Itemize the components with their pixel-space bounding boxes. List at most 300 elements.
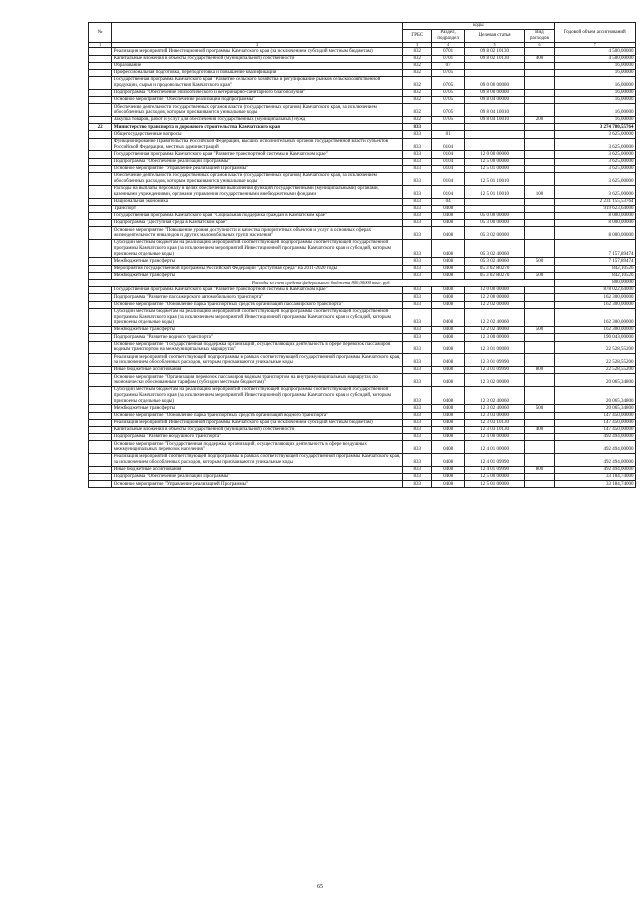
target-article-cell: 12 4 00 00000 [464, 434, 525, 441]
grbs-cell: 832 [403, 117, 432, 124]
amount-cell: 842,10526 [554, 272, 636, 279]
target-article-cell: 05 3 02 00000 [464, 227, 525, 240]
header-num: № [89, 23, 112, 43]
amount-cell: 162 300,00000 [554, 327, 636, 334]
expense-type-cell [525, 474, 554, 481]
page-number: 65 [317, 884, 323, 890]
expense-type-cell: 800 [525, 367, 554, 374]
expense-type-cell [525, 481, 554, 488]
expense-type-cell [525, 301, 554, 308]
table-row [89, 426, 636, 433]
target-article-cell: 12 4 01 09990 [464, 454, 525, 467]
index-cell: 4 [432, 42, 465, 47]
row-number-cell [89, 220, 112, 227]
grbs-cell: 833 [403, 308, 432, 326]
table-row [89, 131, 636, 138]
item-name-cell: Подпрограмма "Развитие воздушного транспорта" [112, 434, 403, 441]
item-name-cell: Основное мероприятие "Повышение уровня доступности и качества приоритетных объектов и услуг в основных сферах жизнедеятельности инвалидов и других маломобильных групп населения" [112, 227, 403, 240]
grbs-cell: 833 [403, 212, 432, 219]
amount-cell: 8 000,00000 [554, 220, 636, 227]
expense-type-cell: 800 [525, 466, 554, 473]
item-name-cell: Функционирование Правительства Российской Федерации, высших исполнительных органов государственной власти субъектов Российской Федерации, местных администраций [112, 138, 403, 151]
table-row [89, 185, 636, 198]
section-cell: 0408 [432, 387, 465, 405]
expense-type-cell [525, 69, 554, 76]
index-cell: 5 [464, 42, 525, 47]
grbs-cell: 833 [403, 227, 432, 240]
item-name-cell: Основное мероприятие "Государственная поддержка организаций, осуществляющих деятельность в сфере перевозок пассажиров водным транспортом на межмуниципальных маршрутах" [112, 341, 403, 354]
item-name-cell: Межбюджетные трансферты [112, 405, 403, 412]
expense-type-cell [525, 341, 554, 354]
amount-cell: 162 300,00000 [554, 308, 636, 326]
section-cell: 0408 [432, 240, 465, 258]
section-cell: 0408 [432, 294, 465, 301]
expense-type-cell [525, 287, 554, 294]
item-name-cell: Подпрограмма "Доступная среда в Камчатском крае" [112, 220, 403, 227]
item-name-cell: Реализация мероприятий Инвестиционной программы Камчатского края (за исключением субсидий местным бюджетам) [112, 419, 403, 426]
table-row [89, 205, 636, 212]
section-cell: 0408 [432, 454, 465, 467]
table-row [89, 308, 636, 326]
amount-cell: 7 157,89474 [554, 240, 636, 258]
item-name-cell: Расходы на выплаты персоналу в целях обеспечения выполнения функций государственными (муниципальными) органами, казенными учреждениями, органами управления государственными внебюджетными фондами [112, 185, 403, 198]
grbs-cell: 833 [403, 327, 432, 334]
expense-type-cell [525, 454, 554, 467]
row-number-cell [89, 454, 112, 467]
amount-cell: 16,00000 [554, 97, 636, 104]
expense-type-cell: 400 [525, 426, 554, 433]
amount-cell: 20 065,34800 [554, 374, 636, 387]
table-row [89, 301, 636, 308]
budget-table [88, 22, 636, 488]
grbs-cell: 833 [403, 434, 432, 441]
grbs-cell: 833 [403, 474, 432, 481]
expense-type-cell [525, 205, 554, 212]
target-article-cell: 12 5 00 00000 [464, 158, 525, 165]
expense-type-cell [525, 104, 554, 117]
row-number-cell [89, 151, 112, 158]
amount-cell: 16,00000 [554, 62, 636, 69]
table-row [89, 367, 636, 374]
target-article-cell: 12 3 01 00000 [464, 341, 525, 354]
row-number-cell [89, 227, 112, 240]
table-row [89, 172, 636, 185]
table-row [89, 198, 636, 205]
amount-cell: 4 500,00000 [554, 48, 636, 55]
row-number-cell [89, 419, 112, 426]
target-article-cell: 12 2 00 00000 [464, 294, 525, 301]
target-article-cell: 09 8 04 10010 [464, 117, 525, 124]
item-name-cell: Закупка товаров, работ и услуг для обеспечения государственных (муниципальных) нужд [112, 117, 403, 124]
target-article-cell: 12 5 01 00000 [464, 481, 525, 488]
item-name-cell: Подпрограмма "Развитие водного транспорта" [112, 334, 403, 341]
section-cell: 0408 [432, 441, 465, 454]
header-total: Годовой объем ассигнований [554, 23, 636, 43]
table-row [89, 77, 636, 90]
row-number-cell [89, 294, 112, 301]
row-number-cell [89, 434, 112, 441]
row-number-cell [89, 327, 112, 334]
table-row [89, 405, 636, 412]
grbs-cell: 833 [403, 185, 432, 198]
table-row [89, 434, 636, 441]
expense-type-cell [525, 354, 554, 367]
grbs-cell: 833 [403, 258, 432, 265]
item-name-cell: Общегосударственные вопросы [112, 131, 403, 138]
target-article-cell: 12 3 01 09990 [464, 367, 525, 374]
amount-cell: 22 528,55200 [554, 367, 636, 374]
grbs-cell: 833 [403, 419, 432, 426]
section-cell: 0408 [432, 426, 465, 433]
grbs-cell: 833 [403, 294, 432, 301]
target-article-cell: 12 3 03 00000 [464, 412, 525, 419]
item-name-cell: Межбюджетные трансферты [112, 327, 403, 334]
target-article-cell: 12 3 00 00000 [464, 334, 525, 341]
row-number-cell [89, 48, 112, 55]
table-row [89, 258, 636, 265]
index-cell: 3 [403, 42, 432, 47]
item-name-cell: Основное мероприятие "Управление реализацией Программы" [112, 481, 403, 488]
expense-type-cell [525, 434, 554, 441]
target-article-cell: 12 2 02 40060 [464, 308, 525, 326]
row-number-cell [89, 466, 112, 473]
row-number-cell [89, 412, 112, 419]
amount-cell: 16,00000 [554, 117, 636, 124]
expense-type-cell [525, 97, 554, 104]
target-article-cell: 12 3 02 00000 [464, 374, 525, 387]
target-article-cell [464, 131, 525, 138]
amount-cell: 8 000,00000 [554, 227, 636, 240]
row-number-cell [89, 334, 112, 341]
section-cell: 0408 [432, 308, 465, 326]
item-name-cell: Министерство транспорта и дорожного строительства Камчатского края [112, 124, 403, 131]
target-article-cell: 12 5 00 00000 [464, 474, 525, 481]
target-article-cell: 12 0 00 00000 [464, 151, 525, 158]
table-row [89, 374, 636, 387]
amount-cell: 20 065,34800 [554, 405, 636, 412]
section-cell: 0104 [432, 158, 465, 165]
row-number-cell [89, 272, 112, 279]
table-row [89, 48, 636, 55]
row-number-cell [89, 55, 112, 62]
row-number-cell [89, 89, 112, 96]
expense-type-cell [525, 240, 554, 258]
row-number-cell [89, 165, 112, 172]
target-article-cell: 09 8 00 00000 [464, 89, 525, 96]
amount-cell: 162 300,00000 [554, 294, 636, 301]
table-row [89, 354, 636, 367]
expense-type-cell [525, 412, 554, 419]
expense-type-cell [525, 441, 554, 454]
header-name-blank [112, 23, 403, 43]
item-name-cell: Образование [112, 62, 403, 69]
expense-type-cell [525, 151, 554, 158]
item-name-cell: Подпрограмма "Обеспечение реализации Программы" [112, 158, 403, 165]
amount-cell: 147 450,00000 [554, 426, 636, 433]
expense-type-cell [525, 334, 554, 341]
table-row [89, 441, 636, 454]
amount-cell: 33 184,74000 [554, 481, 636, 488]
section-cell: 0408 [432, 327, 465, 334]
item-name-cell: Межбюджетные трансферты [112, 272, 403, 279]
item-name-cell: Подпрограмма "Развитие пассажирского автомобильного транспорта" [112, 294, 403, 301]
row-number-cell [89, 158, 112, 165]
table-row [89, 272, 636, 279]
expense-type-cell [525, 62, 554, 69]
amount-cell: 33 184,74000 [554, 474, 636, 481]
expense-type-cell: 500 [525, 272, 554, 279]
table-row [89, 481, 636, 488]
table-row [89, 220, 636, 227]
target-article-cell: 12 5 01 10010 [464, 172, 525, 185]
expense-type-cell [525, 124, 554, 131]
row-number-cell [89, 441, 112, 454]
item-name-cell: Основное мероприятие "Обновление парка транспортных средств организаций пассажирского транспорта" [112, 301, 403, 308]
footnote-sum-cell: 800,00000 [554, 280, 636, 287]
target-article-cell: 12 2 02 40060 [464, 327, 525, 334]
amount-cell: 492 494,00000 [554, 441, 636, 454]
target-article-cell: 05 3 02 40060 [464, 258, 525, 265]
table-row [89, 419, 636, 426]
amount-cell: 16,00000 [554, 69, 636, 76]
target-article-cell: 12 3 03 10130 [464, 426, 525, 433]
grbs-cell: 833 [403, 405, 432, 412]
target-article-cell: 12 4 01 00000 [464, 441, 525, 454]
section-cell: 0408 [432, 405, 465, 412]
amount-cell: 842,10526 [554, 265, 636, 272]
target-article-cell: 05 3 02 R0270 [464, 265, 525, 272]
item-name-cell: Основное мероприятие "Организация перевозок пассажиров водным транспортом на внутримуниципальных маршрутах по экономически обоснованным тарифам (субсидии местным бюджетам)" [112, 374, 403, 387]
expense-type-cell [525, 220, 554, 227]
table-row [89, 454, 636, 467]
grbs-cell: 833 [403, 165, 432, 172]
table-row [89, 69, 636, 76]
target-article-cell: 09 8 04 00000 [464, 97, 525, 104]
expense-type-cell [525, 212, 554, 219]
row-number-cell [89, 172, 112, 185]
item-name-cell: Профессиональная подготовка, переподготовка и повышение квалификации [112, 69, 403, 76]
row-number-cell [89, 374, 112, 387]
section-cell: 0408 [432, 466, 465, 473]
table-row [89, 280, 636, 287]
expense-type-cell [525, 308, 554, 326]
section-cell: 0408 [432, 341, 465, 354]
grbs-cell: 833 [403, 374, 432, 387]
item-name-cell: Государственная программа Камчатского края "Развитие транспортной системы в Камчатском крае" [112, 151, 403, 158]
header-vr: Вид расходов [525, 30, 554, 43]
target-article-cell [464, 205, 525, 212]
table-row [89, 334, 636, 341]
grbs-cell: 833 [403, 124, 432, 131]
target-article-cell: 12 0 00 00000 [464, 287, 525, 294]
index-cell: 6 [525, 42, 554, 47]
section-cell: 04 [432, 198, 465, 205]
target-article-cell: 09 8 02 10130 [464, 55, 525, 62]
grbs-cell: 833 [403, 265, 432, 272]
row-number-cell [89, 341, 112, 354]
grbs-cell: 833 [403, 341, 432, 354]
row-number-cell [89, 481, 112, 488]
expense-type-cell [525, 48, 554, 55]
row-number-cell [89, 258, 112, 265]
section-cell: 0408 [432, 481, 465, 488]
grbs-cell: 833 [403, 151, 432, 158]
footnote-cell: Расходы за счет средств федерального бюджета 800,00000 тыс. руб. [89, 280, 555, 287]
item-name-cell: Государственная программа Камчатского края "Социальная поддержка граждан в Камчатском крае" [112, 212, 403, 219]
item-name-cell: Основное мероприятие "Управление реализацией Программы" [112, 165, 403, 172]
table-row [89, 327, 636, 334]
header-section: Раздел, подраздел [432, 30, 465, 43]
table-row [89, 124, 636, 131]
amount-cell: 492 494,00000 [554, 466, 636, 473]
item-name-cell: Основное мероприятие "Государственная поддержка организаций, осуществляющих деятельность в сфере воздушных межмуниципальных перевозок населения" [112, 441, 403, 454]
section-cell: 0408 [432, 205, 465, 212]
row-number-cell: 22 [89, 124, 112, 131]
item-name-cell: Национальная экономика [112, 198, 403, 205]
row-number-cell [89, 426, 112, 433]
section-cell: 0104 [432, 185, 465, 198]
amount-cell: 16,00000 [554, 77, 636, 90]
item-name-cell: Государственная программа Камчатского края "Развитие сельского хозяйства и регулирование рынков сельскохозяйственной продукции, сырья и продовольствия Камчатского края" [112, 77, 403, 90]
grbs-cell: 833 [403, 441, 432, 454]
grbs-cell: 833 [403, 466, 432, 473]
section-cell: 0705 [432, 77, 465, 90]
row-number-cell [89, 265, 112, 272]
target-article-cell [464, 124, 525, 131]
row-number-cell [89, 69, 112, 76]
row-number-cell [89, 474, 112, 481]
section-cell: 0408 [432, 220, 465, 227]
row-number-cell [89, 62, 112, 69]
target-article-cell [464, 138, 525, 151]
table-row [89, 387, 636, 405]
amount-cell: 16,00000 [554, 104, 636, 117]
section-cell: 0705 [432, 97, 465, 104]
expense-type-cell: 400 [525, 55, 554, 62]
amount-cell: 147 450,00000 [554, 412, 636, 419]
section-cell: 0408 [432, 258, 465, 265]
grbs-cell: 833 [403, 131, 432, 138]
amount-cell: 3 625,00000 [554, 165, 636, 172]
amount-cell: 4 500,00000 [554, 55, 636, 62]
section-cell: 0408 [432, 227, 465, 240]
expense-type-cell [525, 419, 554, 426]
section-cell: 0701 [432, 55, 465, 62]
expense-type-cell: 100 [525, 185, 554, 198]
expense-type-cell: 500 [525, 327, 554, 334]
amount-cell: 190 043,00000 [554, 334, 636, 341]
amount-cell: 878 022,64000 [554, 287, 636, 294]
section-cell: 0408 [432, 474, 465, 481]
row-number-cell [89, 77, 112, 90]
section-cell: 0408 [432, 419, 465, 426]
amount-cell: 3 625,00000 [554, 185, 636, 198]
section-cell: 07 [432, 62, 465, 69]
table-row [89, 97, 636, 104]
target-article-cell: 12 3 02 40060 [464, 405, 525, 412]
grbs-cell: 833 [403, 272, 432, 279]
grbs-cell: 832 [403, 89, 432, 96]
item-name-cell: Межбюджетные трансферты [112, 258, 403, 265]
item-name-cell: Основное мероприятие "Обеспечение реализации подпрограммы" [112, 97, 403, 104]
amount-cell: 3 625,00000 [554, 172, 636, 185]
item-name-cell: Иные бюджетные ассигнования [112, 466, 403, 473]
item-name-cell: Государственная программа Камчатского края "Развитие транспортной системы в Камчатском крае" [112, 287, 403, 294]
item-name-cell: Реализация мероприятий соответствующей подпрограммы в рамках соответствующей государственной программы Камчатского края, за исключением обособленных расходов, которым присваиваются уникальные коды [112, 354, 403, 367]
expense-type-cell [525, 265, 554, 272]
table-row [89, 412, 636, 419]
table-row [89, 55, 636, 62]
amount-cell: 3 625,00000 [554, 131, 636, 138]
table-row [89, 265, 636, 272]
section-cell: 0701 [432, 48, 465, 55]
grbs-cell: 832 [403, 62, 432, 69]
grbs-cell: 833 [403, 412, 432, 419]
section-cell: 0408 [432, 367, 465, 374]
amount-cell: 22 528,55200 [554, 354, 636, 367]
table-row [89, 151, 636, 158]
expense-type-cell [525, 131, 554, 138]
section-cell: 0104 [432, 151, 465, 158]
grbs-cell: 833 [403, 454, 432, 467]
grbs-cell: 833 [403, 158, 432, 165]
table-row [89, 212, 636, 219]
row-number-cell [89, 387, 112, 405]
row-number-cell [89, 205, 112, 212]
amount-cell: 7 157,89474 [554, 258, 636, 265]
expense-type-cell [525, 227, 554, 240]
index-cell: 2 [112, 42, 403, 47]
item-name-cell: Реализация мероприятий Инвестиционной программы Камчатского края (за исключением субсидий местным бюджетам) [112, 48, 403, 55]
header-target: Целевая статья [464, 30, 525, 43]
item-name-cell: Субсидии местным бюджетам на реализацию мероприятий соответствующей подпрограммы соответствующей государственной программы Камчатского края (за исключением мероприятий Инвестиционной программы Камчатского края и субсидий, которым присвоены отдельные коды) [112, 308, 403, 326]
section-cell: 0408 [432, 212, 465, 219]
section-cell: 0408 [432, 374, 465, 387]
expense-type-cell [525, 165, 554, 172]
section-cell: 01 [432, 131, 465, 138]
amount-cell: 492 494,00000 [554, 434, 636, 441]
row-number-cell [89, 287, 112, 294]
table-body [89, 48, 636, 488]
row-number-cell [89, 97, 112, 104]
expense-type-cell [525, 198, 554, 205]
expense-type-cell: 500 [525, 405, 554, 412]
grbs-cell: 833 [403, 354, 432, 367]
table-row [89, 227, 636, 240]
table-row [89, 62, 636, 69]
target-article-cell: 09 8 02 10130 [464, 48, 525, 55]
grbs-cell: 832 [403, 48, 432, 55]
target-article-cell: 12 2 02 00000 [464, 301, 525, 308]
grbs-cell: 833 [403, 481, 432, 488]
table-row [89, 294, 636, 301]
grbs-cell: 833 [403, 198, 432, 205]
target-article-cell: 12 4 01 09990 [464, 466, 525, 473]
item-name-cell: Обеспечение деятельности государственных органов власти (государственных органов) Камчатского края, за исключением обособленных расходов, которым присваиваются уникальные коды [112, 104, 403, 117]
table-row [89, 287, 636, 294]
header-grbs: ГРБС [403, 30, 432, 43]
amount-cell: 3 625,00000 [554, 158, 636, 165]
grbs-cell: 833 [403, 287, 432, 294]
target-article-cell: 12 3 03 10130 [464, 419, 525, 426]
grbs-cell: 833 [403, 426, 432, 433]
target-article-cell: 12 3 02 40060 [464, 387, 525, 405]
row-number-cell [89, 212, 112, 219]
target-article-cell: 05 3 00 00000 [464, 220, 525, 227]
section-cell: 0104 [432, 138, 465, 151]
grbs-cell: 833 [403, 367, 432, 374]
item-name-cell: Капитальные вложения в объекты государственной (муниципальной) собственности [112, 426, 403, 433]
